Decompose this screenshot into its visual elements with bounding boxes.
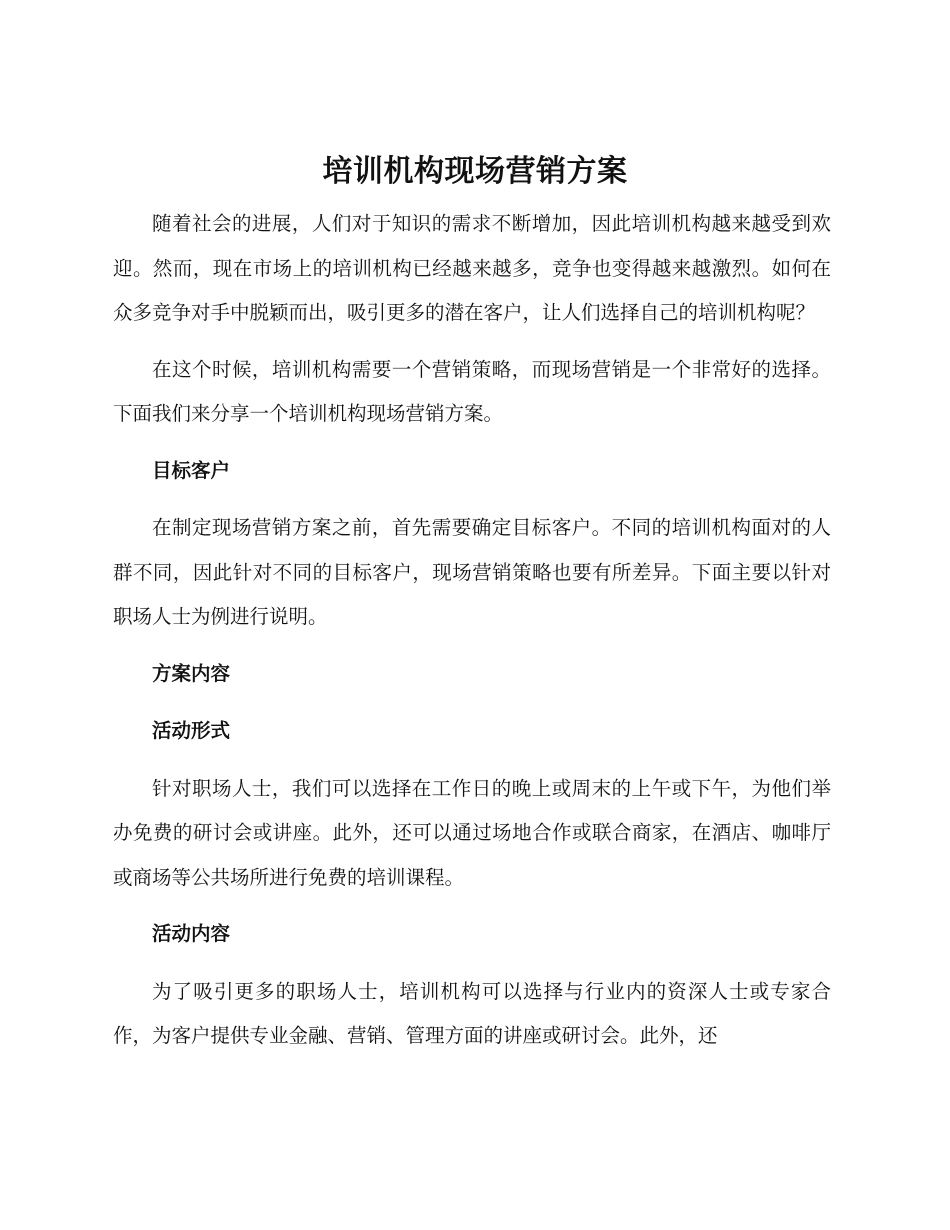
section-heading-plan-content: 方案内容 xyxy=(152,661,231,685)
target-customers-paragraph: 在制定现场营销方案之前，首先需要确定目标客户。不同的培训机构面对的人群不同，因此针对不同的目标客户，现场营销策略也要有所差异。下面主要以针对职场人士为例进行说明。 xyxy=(113,516,831,628)
section-heading-target-customers: 目标客户 xyxy=(152,458,231,482)
activity-content-paragraph: 为了吸引更多的职场人士，培训机构可以选择与行业内的资深人士或专家合作，为客户提供专业金融、营销、管理方面的讲座或研讨会。此外，还 xyxy=(113,979,831,1047)
activity-format-paragraph: 针对职场人士，我们可以选择在工作日的晚上或周末的上午或下午，为他们举办免费的研讨会或讲座。此外，还可以通过场地合作或联合商家，在酒店、咖啡厅或商场等公共场所进行免费的培训课程。 xyxy=(113,776,831,889)
strategy-paragraph: 在这个时候，培训机构需要一个营销策略，而现场营销是一个非常好的选择。下面我们来分享一个培训机构现场营销方案。 xyxy=(113,357,831,425)
document-body xyxy=(113,202,831,1071)
section-heading-activity-content: 活动内容 xyxy=(152,922,231,945)
intro-paragraph: 随着社会的进展，人们对于知识的需求不断增加，因此培训机构越来越受到欢迎。然而，现在市场上的培训机构已经越来越多，竞争也变得越来越激烈。如何在众多竞争对手中脱颖而出，吸引更多的潜在客户，让人们选择自己的培训机构呢？ xyxy=(113,212,831,324)
document-title: 培训机构现场营销方案 xyxy=(322,154,628,189)
section-heading-activity-format: 活动形式 xyxy=(152,719,231,742)
